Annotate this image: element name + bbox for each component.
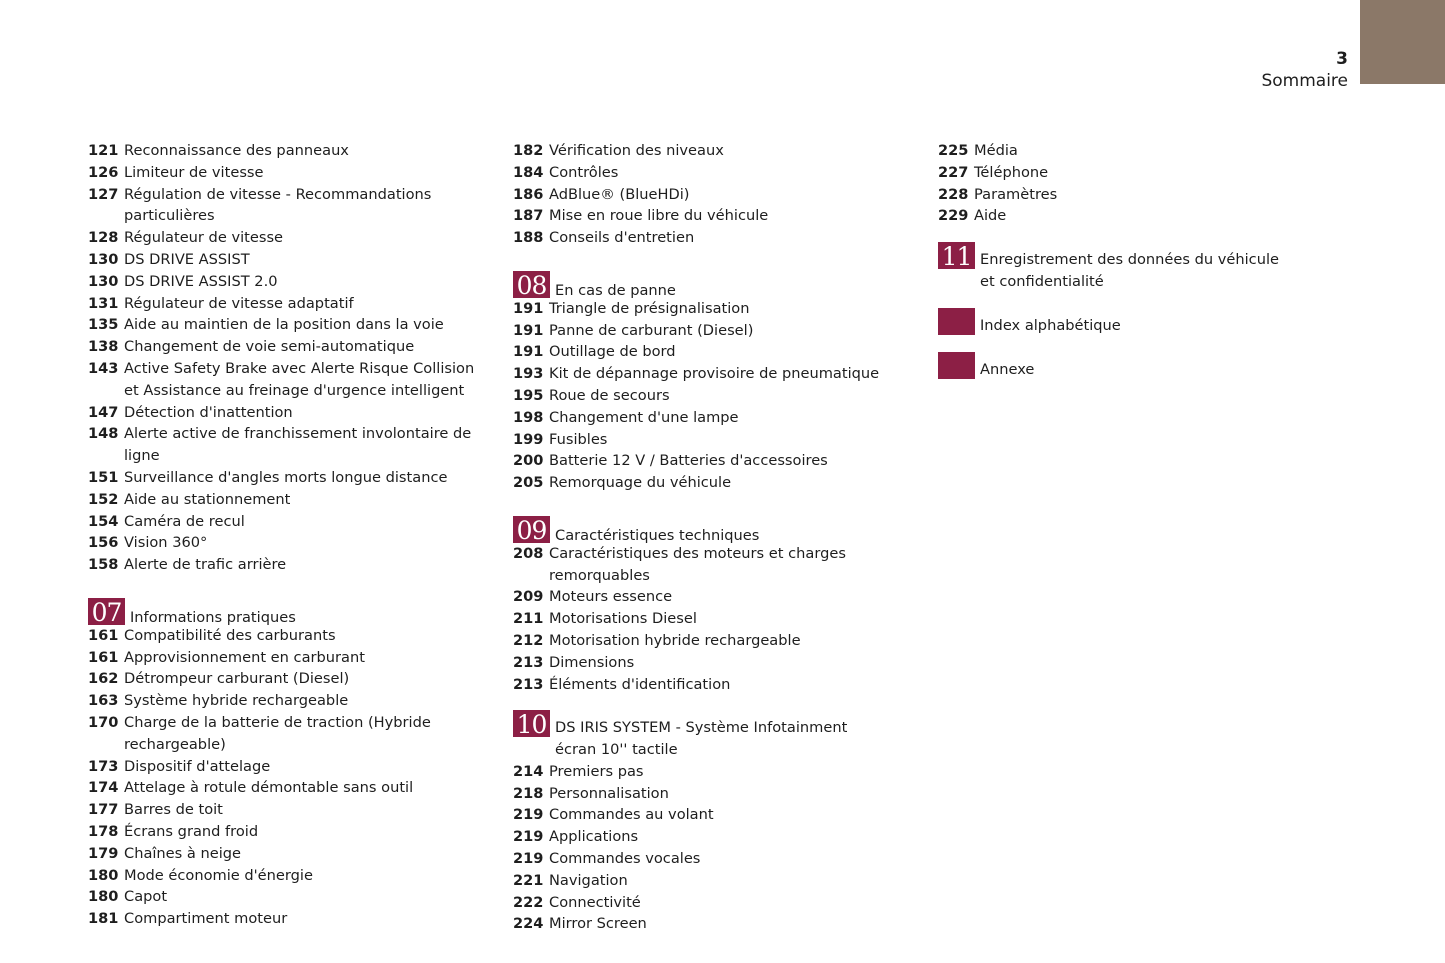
toc-entry-label-line: Caméra de recul (124, 512, 245, 530)
toc-entry-label (124, 821, 258, 843)
toc-entry-label-line: particulières (124, 207, 215, 225)
toc-entry-label-line: Triangle de présignalisation (549, 299, 750, 317)
toc-entry-label (549, 140, 724, 162)
toc-entry-page: 154 (88, 512, 119, 530)
toc-entry[interactable] (513, 848, 879, 870)
chapter-number-badge: 07 (88, 598, 125, 625)
toc-entry-label (124, 336, 414, 358)
toc-entry-label-line: Motorisation hybride rechargeable (549, 631, 801, 649)
toc-entry[interactable] (513, 870, 879, 892)
toc-entry-label (124, 647, 365, 669)
toc-entry[interactable] (88, 423, 474, 467)
toc-entry-page: 195 (513, 386, 544, 404)
toc-entry[interactable] (88, 184, 474, 228)
toc-entry-label-line: remorquables (549, 566, 650, 584)
toc-entry-label (549, 608, 697, 630)
toc-entry-label (549, 761, 644, 783)
toc-entry-page: 161 (88, 626, 119, 644)
toc-entry[interactable] (513, 826, 879, 848)
toc-entry-page: 219 (513, 828, 544, 846)
toc-entry-page: 143 (88, 359, 119, 377)
toc-entry[interactable] (513, 429, 879, 451)
toc-entry-label (124, 467, 447, 489)
toc-entry[interactable] (513, 363, 879, 385)
chapter-number-badge: 10 (513, 710, 550, 737)
toc-column-2 (513, 140, 879, 935)
toc-entry-label (124, 799, 223, 821)
toc-entry[interactable] (88, 668, 474, 690)
toc-entry-label-line: Aide (974, 207, 1007, 225)
toc-entry[interactable] (513, 205, 879, 227)
chapter-heading-08[interactable] (513, 271, 879, 298)
toc-entry-page: 180 (88, 888, 119, 906)
toc-entry-label-line: Alerte de trafic arrière (124, 556, 287, 574)
toc-entry[interactable] (88, 532, 474, 554)
toc-entry-label (549, 227, 694, 249)
toc-entry-page: 191 (513, 343, 544, 361)
toc-entry-label-line: Moteurs essence (549, 588, 673, 606)
toc-entry[interactable] (88, 336, 474, 358)
toc-column-3 (938, 140, 1279, 380)
toc-entry-label-line: DS DRIVE ASSIST 2.0 (124, 272, 278, 290)
toc-entry[interactable] (88, 865, 474, 887)
toc-entry[interactable] (513, 407, 879, 429)
toc-entry-page: 221 (513, 871, 544, 889)
toc-entry-page: 213 (513, 675, 544, 693)
chapter-number-badge: 09 (513, 516, 550, 543)
toc-entry-label (549, 429, 607, 451)
toc-entry-page: 186 (513, 185, 544, 203)
toc-entry-label-line: Connectivité (549, 893, 641, 911)
toc-entry-page: 130 (88, 272, 119, 290)
chapter-color-badge (938, 308, 975, 335)
toc-entry-label (124, 554, 286, 576)
toc-entry-page: 188 (513, 229, 544, 247)
toc-entry[interactable] (513, 608, 879, 630)
toc-entry-label (124, 489, 290, 511)
toc-entry-label-line: Batterie 12 V / Batteries d'accessoires (549, 452, 828, 470)
toc-entry[interactable] (88, 402, 474, 424)
entry-list (513, 298, 879, 494)
toc-entry[interactable] (513, 472, 879, 494)
toc-entry[interactable] (513, 761, 879, 783)
toc-entry-page: 127 (88, 185, 119, 203)
toc-entry-page: 187 (513, 207, 544, 225)
toc-entry-label (124, 843, 241, 865)
toc-entry-label (549, 870, 628, 892)
page-header (1261, 48, 1348, 92)
toc-entry-page: 128 (88, 229, 119, 247)
toc-entry-label-line: Kit de dépannage provisoire de pneumatique (549, 365, 880, 383)
toc-entry-label-line: Limiteur de vitesse (124, 163, 264, 181)
toc-entry-label-line: Écrans grand froid (124, 822, 259, 840)
toc-entry-label (549, 363, 879, 385)
toc-entry[interactable] (513, 804, 879, 826)
toc-entry-label (974, 184, 1057, 206)
toc-entry-page: 148 (88, 425, 119, 443)
toc-entry[interactable] (513, 385, 879, 407)
toc-entry-page: 126 (88, 163, 119, 181)
toc-entry[interactable] (513, 543, 879, 587)
toc-entry[interactable] (88, 908, 474, 930)
toc-entry-label (974, 140, 1018, 162)
toc-entry-page: 212 (513, 631, 544, 649)
entry-list (513, 761, 879, 935)
toc-entry-label-line: Personnalisation (549, 784, 669, 802)
toc-entry-label (124, 908, 287, 930)
toc-entry-label (549, 385, 670, 407)
toc-entry-label-line: Contrôles (549, 163, 619, 181)
toc-entry-label (124, 358, 474, 402)
corner-tab (1360, 0, 1445, 84)
toc-entry-label (549, 848, 700, 870)
toc-entry-label (124, 423, 471, 467)
toc-entry[interactable] (513, 783, 879, 805)
toc-entry-label (549, 804, 714, 826)
toc-entry-label (124, 712, 431, 756)
toc-entry-label-line: Média (974, 142, 1018, 159)
chapter-title (975, 249, 1279, 293)
toc-entry-label (549, 320, 753, 342)
toc-entry-label-line: Aide au stationnement (124, 490, 291, 508)
toc-entry-page: 191 (513, 321, 544, 339)
toc-entry-label-line: Outillage de bord (549, 343, 676, 361)
toc-entry-label-line: Commandes vocales (549, 849, 701, 867)
chapter-number-badge: 11 (938, 242, 975, 269)
toc-entry-label (549, 674, 730, 696)
toc-entry-label-line: Compartiment moteur (124, 910, 288, 928)
toc-entry-label-line: rechargeable) (124, 735, 226, 753)
chapter-heading-07[interactable] (88, 598, 474, 625)
toc-entry[interactable] (938, 140, 1279, 162)
toc-entry-label (124, 865, 313, 887)
toc-entry-label-line: ligne (124, 447, 160, 465)
toc-entry-page: 209 (513, 588, 544, 606)
toc-entry-label-line: Caractéristiques des moteurs et charges (549, 544, 846, 562)
toc-entry-label (974, 205, 1006, 227)
toc-entry[interactable] (88, 489, 474, 511)
toc-entry-label-line: Détrompeur carburant (Diesel) (124, 670, 350, 688)
toc-entry-page: 198 (513, 408, 544, 426)
page-title: Sommaire (1261, 71, 1348, 91)
toc-entry-label (124, 756, 270, 778)
toc-entry[interactable] (88, 690, 474, 712)
chapter-color-badge (938, 352, 975, 379)
toc-entry[interactable] (88, 647, 474, 669)
toc-entry-label-line: Navigation (549, 871, 628, 889)
entry-list (938, 140, 1279, 227)
toc-entry-page: 152 (88, 490, 119, 508)
toc-entry-label (974, 162, 1048, 184)
toc-entry-label (549, 205, 768, 227)
toc-entry[interactable] (513, 140, 879, 162)
toc-entry-page: 184 (513, 163, 544, 181)
toc-entry-label (549, 913, 647, 935)
toc-entry-label-line: Fusibles (549, 430, 608, 448)
chapter-heading-10[interactable] (513, 710, 879, 761)
toc-entry-page: 200 (513, 452, 544, 470)
toc-entry-page: 193 (513, 365, 544, 383)
toc-entry-label-line: Remorquage du véhicule (549, 474, 732, 492)
toc-entry-label (549, 450, 828, 472)
toc-entry-label-line: Mirror Screen (549, 915, 647, 933)
toc-entry-page: 208 (513, 544, 544, 562)
chapter-heading-09[interactable] (513, 516, 879, 543)
toc-entry-page: 205 (513, 474, 544, 492)
toc-entry-label-line: Surveillance d'angles morts longue distance (124, 468, 448, 486)
toc-entry[interactable] (513, 913, 879, 935)
toc-entry-label-line: Détection d'inattention (124, 403, 293, 421)
toc-entry-label (124, 140, 349, 162)
toc-entry[interactable] (88, 886, 474, 908)
toc-entry-label-line: Dispositif d'attelage (124, 757, 271, 775)
toc-entry[interactable] (88, 799, 474, 821)
toc-entry-label-line: Éléments d'identification (549, 675, 731, 693)
toc-entry[interactable] (938, 162, 1279, 184)
toc-entry-page: 162 (88, 670, 119, 688)
page-number: 3 (1336, 49, 1348, 69)
toc-entry-page: 174 (88, 779, 119, 797)
toc-entry-label (124, 162, 264, 184)
toc-entry[interactable] (513, 298, 879, 320)
toc-entry-label-line: Reconnaissance des panneaux (124, 142, 349, 159)
toc-entry-label-line: Changement de voie semi-automatique (124, 338, 415, 356)
toc-entry-page: 191 (513, 299, 544, 317)
entry-list (88, 140, 474, 576)
toc-entry-page: 156 (88, 534, 119, 552)
chapter-title-line: Enregistrement des données du véhicule (980, 251, 1279, 269)
toc-entry-label (124, 227, 283, 249)
toc-entry[interactable] (938, 184, 1279, 206)
toc-entry-page: 225 (938, 142, 969, 159)
toc-entry-label-line: Téléphone (974, 163, 1049, 181)
toc-column-1 (88, 140, 474, 930)
toc-entry-label-line: Charge de la batterie de traction (Hybride (124, 713, 431, 731)
toc-entry-label-line: Attelage à rotule démontable sans outil (124, 779, 414, 797)
chapter-title-line: et confidentialité (980, 272, 1104, 290)
toc-entry-label-line: Mode économie d'énergie (124, 866, 313, 884)
toc-entry[interactable] (513, 227, 879, 249)
toc-entry[interactable] (513, 892, 879, 914)
toc-entry-label (124, 402, 293, 424)
toc-entry[interactable] (513, 586, 879, 608)
toc-entry-page: 219 (513, 806, 544, 824)
chapter-title (550, 717, 847, 761)
toc-entry[interactable] (88, 712, 474, 756)
toc-entry-label (549, 652, 634, 674)
toc-entry[interactable] (88, 625, 474, 647)
toc-entry-page: 135 (88, 316, 119, 334)
toc-entry-page: 151 (88, 468, 119, 486)
toc-entry-label (124, 271, 278, 293)
toc-entry-label-line: Premiers pas (549, 762, 644, 780)
toc-entry-page: 180 (88, 866, 119, 884)
toc-entry-page: 178 (88, 822, 119, 840)
chapter-title: Annexe (980, 360, 1035, 378)
toc-entry-page: 181 (88, 910, 119, 928)
toc-entry-label (549, 341, 676, 363)
toc-entry-label-line: Commandes au volant (549, 806, 714, 824)
toc-entry-label (124, 314, 444, 336)
toc-entry-label (549, 472, 731, 494)
toc-entry-label-line: DS DRIVE ASSIST (124, 250, 250, 268)
toc-entry[interactable] (88, 249, 474, 271)
toc-entry[interactable] (88, 271, 474, 293)
toc-entry-label-line: Panne de carburant (Diesel) (549, 321, 754, 339)
entry-list (88, 625, 474, 930)
toc-entry-page: 219 (513, 849, 544, 867)
toc-entry[interactable] (88, 777, 474, 799)
chapter-title: Caractéristiques techniques (555, 526, 760, 544)
toc-entry-label-line: Alerte active de franchissement involontaire de (124, 425, 472, 443)
toc-entry-label-line: Applications (549, 828, 639, 846)
toc-entry[interactable] (513, 184, 879, 206)
toc-entry-label-line: Active Safety Brake avec Alerte Risque Collision (124, 359, 475, 377)
toc-entry-page: 199 (513, 430, 544, 448)
toc-entry-page: 218 (513, 784, 544, 802)
toc-entry-page: 147 (88, 403, 119, 421)
toc-entry-label (124, 532, 207, 554)
toc-entry[interactable] (88, 314, 474, 336)
toc-entry-page: 228 (938, 185, 969, 203)
toc-entry-label (549, 543, 846, 587)
toc-entry-page: 138 (88, 338, 119, 356)
toc-entry-label (124, 668, 349, 690)
toc-entry-page: 158 (88, 556, 119, 574)
toc-entry-label (549, 586, 672, 608)
toc-entry-label (124, 690, 348, 712)
toc-entry-page: 229 (938, 207, 969, 225)
toc-entry-label-line: et Assistance au freinage d'urgence intelligent (124, 381, 465, 399)
toc-entry-label (124, 886, 167, 908)
toc-entry-page: 179 (88, 844, 119, 862)
toc-entry-label-line: Motorisations Diesel (549, 610, 697, 628)
toc-entry-label-line: Régulation de vitesse - Recommandations (124, 185, 432, 203)
toc-entry[interactable] (88, 467, 474, 489)
toc-entry-label (549, 892, 641, 914)
toc-entry-label-line: Aide au maintien de la position dans la voie (124, 316, 444, 334)
toc-entry-label-line: Vision 360° (124, 534, 208, 552)
toc-entry-label (549, 783, 669, 805)
toc-entry[interactable] (88, 554, 474, 576)
toc-entry-label-line: Approvisionnement en carburant (124, 648, 365, 666)
toc-entry[interactable] (88, 511, 474, 533)
chapter-title-line: DS IRIS SYSTEM - Système Infotainment (555, 719, 848, 737)
toc-entry-label-line: Roue de secours (549, 386, 670, 404)
entry-list (513, 140, 879, 249)
toc-entry-label (124, 293, 354, 315)
toc-entry-label (549, 407, 739, 429)
toc-entry-label (549, 630, 801, 652)
toc-entry-label-line: Barres de toit (124, 801, 223, 819)
toc-entry-label (124, 625, 336, 647)
toc-entry-page: 177 (88, 801, 119, 819)
toc-entry-page: 224 (513, 915, 544, 933)
toc-entry-page: 161 (88, 648, 119, 666)
toc-entry-label-line: Changement d'une lampe (549, 408, 739, 426)
toc-entry-page: 211 (513, 610, 544, 628)
toc-entry[interactable] (513, 652, 879, 674)
chapter-heading-11[interactable] (938, 242, 1279, 293)
toc-entry-page: 222 (513, 893, 544, 911)
toc-entry-label-line: Dimensions (549, 653, 635, 671)
toc-entry-label-line: Chaînes à neige (124, 844, 242, 862)
toc-entry-page: 121 (88, 142, 119, 159)
toc-entry-page: 213 (513, 653, 544, 671)
toc-entry-label (124, 249, 250, 271)
toc-entry[interactable] (513, 450, 879, 472)
toc-entry-label-line: Régulateur de vitesse (124, 229, 284, 247)
toc-entry[interactable] (88, 162, 474, 184)
toc-entry-label (549, 162, 618, 184)
entry-list (513, 543, 879, 696)
chapter-heading-index[interactable] (938, 315, 1279, 337)
toc-entry-page: 182 (513, 142, 544, 159)
toc-entry[interactable] (513, 320, 879, 342)
toc-entry-page: 131 (88, 294, 119, 312)
toc-entry-label (124, 184, 431, 228)
toc-entry-page: 170 (88, 713, 119, 731)
toc-entry-label-line: AdBlue® (BlueHDi) (549, 185, 690, 203)
toc-entry-label-line: Compatibilité des carburants (124, 626, 336, 644)
chapter-number-badge: 08 (513, 271, 550, 298)
toc-entry[interactable] (513, 630, 879, 652)
toc-entry[interactable] (513, 674, 879, 696)
toc-entry-label-line: Capot (124, 888, 168, 906)
toc-entry-label (549, 826, 638, 848)
toc-entry[interactable] (88, 140, 474, 162)
toc-entry[interactable] (88, 358, 474, 402)
toc-entry-label (549, 298, 749, 320)
toc-entry-label-line: Paramètres (974, 185, 1058, 203)
toc-entry-label (124, 777, 413, 799)
toc-entry-label (549, 184, 689, 206)
toc-entry-page: 130 (88, 250, 119, 268)
toc-entry-label-line: Vérification des niveaux (549, 142, 724, 159)
toc-entry[interactable] (88, 227, 474, 249)
toc-entry-page: 163 (88, 692, 119, 710)
chapter-title: Informations pratiques (130, 608, 296, 626)
toc-entry[interactable] (938, 205, 1279, 227)
toc-entry-label-line: Régulateur de vitesse adaptatif (124, 294, 354, 312)
toc-entry-label-line: Mise en roue libre du véhicule (549, 207, 769, 225)
toc-entry[interactable] (88, 756, 474, 778)
toc-entry[interactable] (88, 821, 474, 843)
chapter-title: Index alphabétique (980, 316, 1121, 334)
toc-entry-page: 214 (513, 762, 544, 780)
toc-entry[interactable] (88, 843, 474, 865)
toc-entry-label-line: Système hybride rechargeable (124, 692, 349, 710)
chapter-heading-annexe[interactable] (938, 359, 1279, 381)
toc-entry-label (124, 511, 245, 533)
toc-entry[interactable] (88, 293, 474, 315)
toc-entry-page: 173 (88, 757, 119, 775)
toc-entry-page: 227 (938, 163, 969, 181)
chapter-title: En cas de panne (555, 281, 676, 299)
toc-entry-label-line: Conseils d'entretien (549, 229, 695, 247)
chapter-title-line: écran 10'' tactile (555, 740, 678, 758)
toc-entry[interactable] (513, 162, 879, 184)
toc-entry[interactable] (513, 341, 879, 363)
